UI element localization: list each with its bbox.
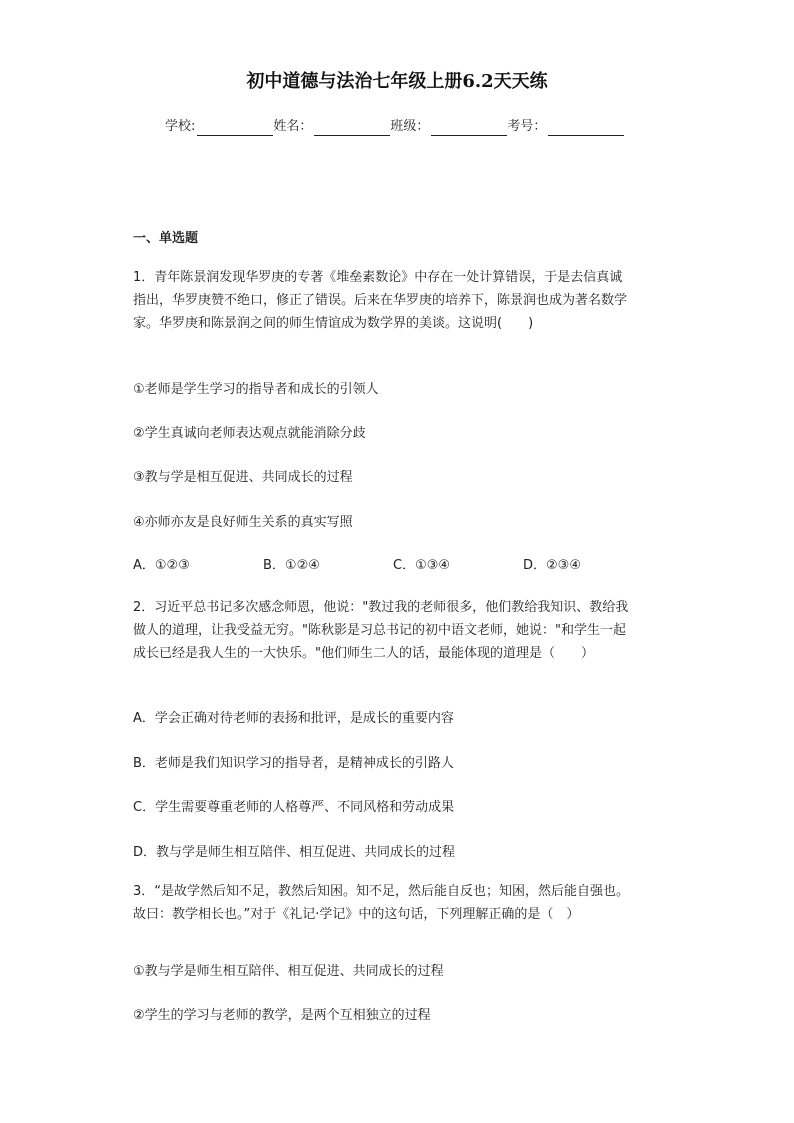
question-1-item-4: ④亦师亦友是良好师生关系的真实写照 [133, 515, 353, 530]
question-1-item-1: ①老师是学生学习的指导者和成长的引领人 [133, 382, 379, 397]
number-blank[interactable] [548, 120, 624, 136]
question-1-option-d[interactable]: D．②③④ [523, 558, 581, 573]
question-3-line-2: 故曰：教学相长也。”对于《礼记·学记》中的这句话，下列理解正确的是（ ） [133, 907, 580, 922]
question-1-item-3: ③教与学是相互促进、共同成长的过程 [133, 470, 353, 485]
class-blank[interactable] [431, 120, 507, 136]
class-field[interactable] [390, 118, 507, 136]
question-3-line-1: 3．“是故学然后知不足，教然后知困。知不足，然后能自反也；知困，然后能自强也。 [133, 884, 630, 899]
question-2-option-a[interactable]: A．学会正确对待老师的表扬和批评，是成长的重要内容 [133, 711, 454, 726]
name-label: 姓名： [273, 119, 313, 134]
question-2-option-d[interactable]: D．教与学是师生相互陪伴、相互促进、共同成长的过程 [133, 845, 456, 860]
school-field[interactable] [165, 118, 273, 136]
question-1-line-2: 指出，华罗庚赞不绝口，修正了错误。后来在华罗庚的培养下，陈景润也成为著名数学 [133, 293, 628, 308]
question-1-item-2: ②学生真诚向老师表达观点就能消除分歧 [133, 426, 366, 441]
student-info-fields [165, 118, 624, 136]
school-label: 学校: [165, 119, 196, 134]
school-blank[interactable] [197, 120, 273, 136]
question-3-item-1: ①教与学是师生相互陪伴、相互促进、共同成长的过程 [133, 964, 444, 979]
document-title: 初中道德与法治七年级上册6.2天天练 [246, 71, 548, 92]
number-label: 考号： [507, 119, 547, 134]
question-2-line-3: 成长已经是我人生的一大快乐。"他们师生二人的话，最能体现的道理是（ ） [133, 646, 594, 661]
question-1-options [133, 557, 653, 575]
question-1-option-c[interactable]: C．①③④ [393, 558, 451, 573]
question-2-option-b[interactable]: B．老师是我们知识学习的指导者，是精神成长的引路人 [133, 756, 454, 771]
question-2-option-c[interactable]: C．学生需要尊重老师的人格尊严、不同风格和劳动成果 [133, 800, 455, 815]
question-2-stem [133, 596, 665, 665]
question-1-stem [133, 266, 665, 335]
question-1-line-1: 1．青年陈景润发现华罗庚的专著《堆垒素数论》中存在一处计算错误，于是去信真诚 [133, 270, 623, 285]
section-heading: 一、单选题 [133, 231, 199, 246]
name-blank[interactable] [314, 120, 390, 136]
question-2-line-2: 做人的道理，让我受益无穷。"陈秋影是习总书记的初中语文老师，她说："和学生一起 [133, 623, 626, 638]
question-1-line-3: 家。华罗庚和陈景润之间的师生情谊成为数学界的美谈。这说明( ) [133, 316, 534, 331]
name-field[interactable] [273, 118, 390, 136]
question-3-item-2: ②学生的学习与老师的教学，是两个互相独立的过程 [133, 1008, 431, 1023]
number-field[interactable] [507, 118, 624, 136]
question-1-option-b[interactable]: B．①②④ [263, 558, 320, 573]
class-label: 班级： [390, 119, 430, 134]
question-3-stem [133, 880, 665, 926]
question-2-line-1: 2．习近平总书记多次感念师恩，他说："教过我的老师很多，他们教给我知识、教给我 [133, 600, 629, 615]
question-1-option-a[interactable]: A．①②③ [133, 558, 190, 573]
